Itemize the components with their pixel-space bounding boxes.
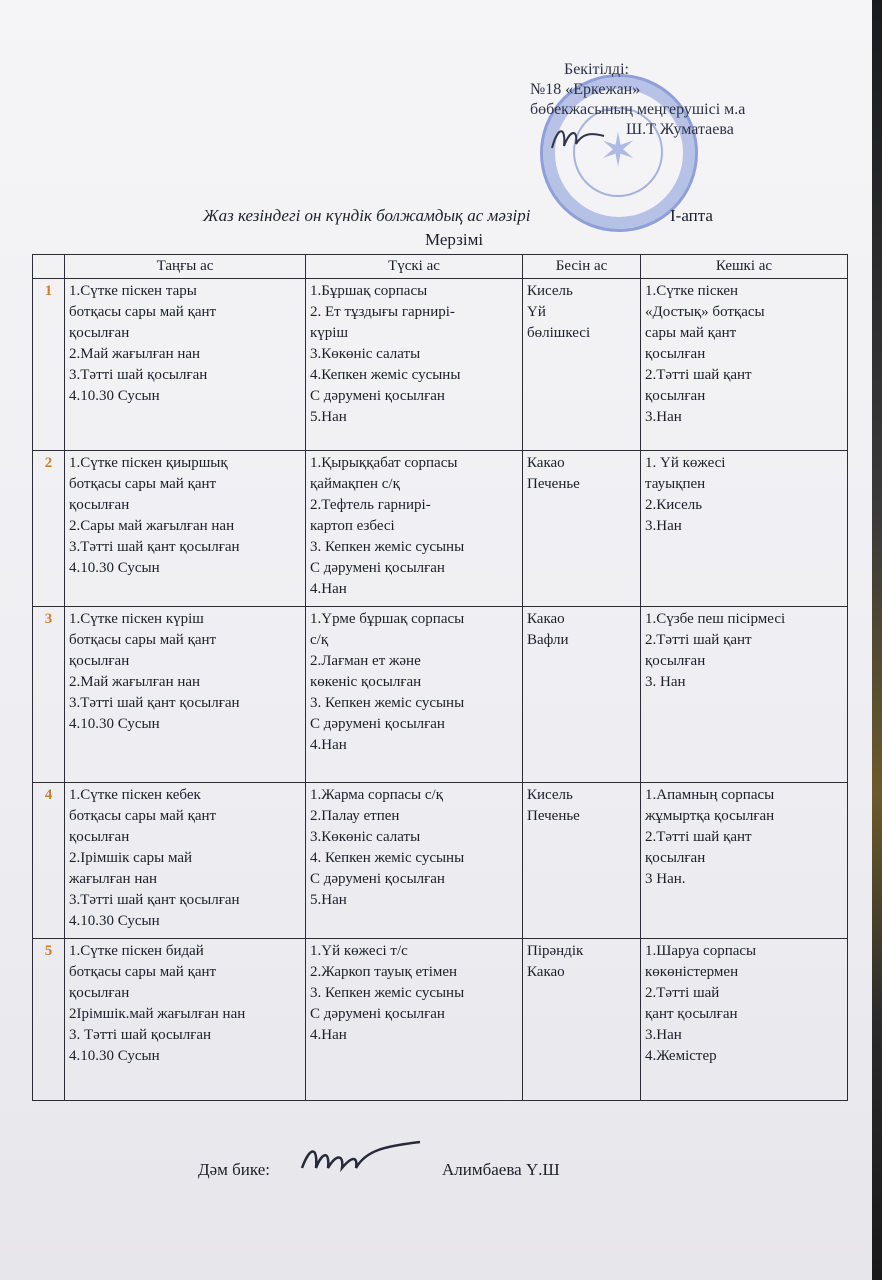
column-header: Бесін ас [523, 255, 641, 279]
dinner-line: қосылған [645, 850, 706, 866]
approval-line: №18 «Еркежан» [530, 81, 641, 98]
breakfast-cell [65, 451, 306, 607]
lunch-line: 1.Бұршақ сорпасы [310, 283, 428, 299]
cook-label: Дәм бике: [198, 1160, 271, 1179]
breakfast-cell [65, 783, 306, 939]
lunch-cell [306, 607, 523, 783]
snack-line: Какао [527, 964, 565, 980]
breakfast-line: жағылған нан [69, 871, 158, 887]
column-header [33, 255, 65, 279]
lunch-line: 4.Кепкен жеміс сусыны [310, 367, 461, 383]
lunch-line: 2.Жаркоп тауық етімен [310, 964, 458, 980]
lunch-line: 3.Көкөніс салаты [310, 829, 421, 845]
lunch-line: 2. Ет тұздығы гарнирі- [310, 304, 455, 320]
day-number: 3 [33, 607, 65, 783]
lunch-line: күріш [310, 325, 349, 341]
dinner-line: 2.Тәтті шай қант [645, 367, 752, 383]
breakfast-line: қосылған [69, 653, 130, 669]
approval-line: Ш.Т Жуматаева [626, 121, 734, 138]
breakfast-line: ботқасы сары май қант [69, 632, 217, 648]
dinner-line: 2.Кисель [645, 497, 703, 513]
dinner-line: көкөністермен [645, 964, 739, 980]
breakfast-line: 1.Сүтке піскен тары [69, 283, 197, 299]
week-label: І-апта [670, 206, 713, 225]
table-header-row [33, 255, 848, 279]
snack-line: Вафли [527, 632, 569, 648]
dinner-line: сары май қант [645, 325, 737, 341]
snack-line: Какао [527, 455, 565, 471]
approval-block [530, 60, 745, 140]
snack-line: Печенье [527, 808, 580, 824]
lunch-line: С дәрумені қосылған [310, 1006, 445, 1022]
dinner-cell [641, 451, 848, 607]
lunch-line: 3. Кепкен жеміс сусыны [310, 695, 465, 711]
lunch-line: С дәрумені қосылған [310, 871, 445, 887]
dinner-cell [641, 607, 848, 783]
dinner-line: 2.Тәтті шай қант [645, 632, 752, 648]
dinner-line: 1.Апамның сорпасы [645, 787, 775, 803]
snack-line: Кисель [527, 787, 573, 803]
column-header: Таңғы ас [65, 255, 306, 279]
dinner-line: 1.Сүтке піскен [645, 283, 739, 299]
lunch-line: С дәрумені қосылған [310, 560, 445, 576]
dinner-line: 1.Сүзбе пеш пісірмесі [645, 611, 786, 627]
lunch-line: 4. Кепкен жеміс сусыны [310, 850, 465, 866]
snack-cell [523, 279, 641, 451]
breakfast-line: 3.Тәтті шай қант қосылған [69, 892, 240, 908]
lunch-line: 5.Нан [310, 892, 347, 908]
snack-cell [523, 607, 641, 783]
breakfast-line: 4.10.30 Сусын [69, 716, 160, 732]
breakfast-line: 2.Май жағылған нан [69, 674, 201, 690]
dinner-line: тауықпен [645, 476, 706, 492]
lunch-line: 1.Жарма сорпасы с/қ [310, 787, 443, 803]
breakfast-line: 4.10.30 Сусын [69, 913, 160, 929]
table-row [33, 451, 848, 607]
lunch-line: 4.Нан [310, 581, 347, 597]
dinner-line: жұмыртқа қосылған [645, 808, 775, 824]
lunch-line: 1.Үрме бұршақ сорпасы [310, 611, 465, 627]
breakfast-line: ботқасы сары май қант [69, 476, 217, 492]
table-row [33, 783, 848, 939]
snack-line: Какао [527, 611, 565, 627]
breakfast-line: 1.Сүтке піскен күріш [69, 611, 204, 627]
snack-cell [523, 939, 641, 1101]
dinner-cell [641, 939, 848, 1101]
lunch-line: 2.Тефтель гарнирі- [310, 497, 431, 513]
dinner-line: 3.Нан [645, 409, 682, 425]
document-title: Жаз кезіндегі он күндік болжамдық ас мәзірі [203, 206, 531, 225]
breakfast-line: 2.Сары май жағылған нан [69, 518, 235, 534]
lunch-line: С дәрумені қосылған [310, 716, 445, 732]
column-header: Түскі ас [306, 255, 523, 279]
lunch-line: 4.Нан [310, 1027, 347, 1043]
lunch-line: 4.Нан [310, 737, 347, 753]
dinner-line: 3.Нан [645, 1027, 682, 1043]
lunch-line: 3. Кепкен жеміс сусыны [310, 985, 465, 1001]
table-row [33, 279, 848, 451]
lunch-cell [306, 939, 523, 1101]
dinner-line: қосылған [645, 653, 706, 669]
lunch-cell [306, 783, 523, 939]
day-number: 2 [33, 451, 65, 607]
breakfast-line: 2.Май жағылған нан [69, 346, 201, 362]
lunch-line: 3. Кепкен жеміс сусыны [310, 539, 465, 555]
breakfast-line: 3. Тәтті шай қосылған [69, 1027, 212, 1043]
cook-signature-icon [296, 1138, 426, 1184]
dinner-line: 1. Үй көжесі [645, 455, 726, 471]
dinner-line: 4.Жемістер [645, 1048, 717, 1064]
breakfast-line: 1.Сүтке піскен қиыршық [69, 455, 228, 471]
breakfast-line: қосылған [69, 325, 130, 341]
snack-line: Пірәндік [527, 943, 584, 959]
dinner-line: 3.Нан [645, 518, 682, 534]
dinner-cell [641, 279, 848, 451]
lunch-line: 1.Үй көжесі т/с [310, 943, 408, 959]
lunch-line: 1.Қырыққабат сорпасы [310, 455, 458, 471]
lunch-line: С дәрумені қосылған [310, 388, 445, 404]
breakfast-line: қосылған [69, 829, 130, 845]
dinner-line: 2.Тәтті шай қант [645, 829, 752, 845]
day-number: 5 [33, 939, 65, 1101]
lunch-cell [306, 279, 523, 451]
cook-name: Алимбаева Ү.Ш [442, 1160, 560, 1179]
lunch-line: 5.Нан [310, 409, 347, 425]
menu-table [32, 254, 848, 1101]
approval-line: Бекітілді: [564, 61, 629, 78]
dinner-cell [641, 783, 848, 939]
dinner-line: «Достық» ботқасы [645, 304, 765, 320]
breakfast-line: қосылған [69, 497, 130, 513]
term-label: Мерзімі [425, 230, 484, 249]
dinner-line: 2.Тәтті шай [645, 985, 720, 1001]
lunch-line: 3.Көкөніс салаты [310, 346, 421, 362]
lunch-cell [306, 451, 523, 607]
lunch-line: с/қ [310, 632, 329, 648]
table-row [33, 939, 848, 1101]
dinner-line: 1.Шаруа сорпасы [645, 943, 757, 959]
lunch-line: 2.Лағман ет және [310, 653, 421, 669]
breakfast-line: 3.Тәтті шай қосылған [69, 367, 208, 383]
dinner-line: қант қосылған [645, 1006, 738, 1022]
snack-cell [523, 783, 641, 939]
breakfast-line: 4.10.30 Сусын [69, 560, 160, 576]
snack-line: Үй [527, 304, 546, 320]
snack-line: Кисель [527, 283, 573, 299]
table-body [33, 279, 848, 1101]
breakfast-line: ботқасы сары май қант [69, 304, 217, 320]
table-row [33, 607, 848, 783]
day-number: 1 [33, 279, 65, 451]
breakfast-line: 2.Ірімшік сары май [69, 850, 193, 866]
breakfast-line: 2Ірімшік.май жағылған нан [69, 1006, 246, 1022]
snack-cell [523, 451, 641, 607]
dinner-line: 3 Нан. [645, 871, 686, 887]
dinner-line: қосылған [645, 346, 706, 362]
snack-line: Печенье [527, 476, 580, 492]
lunch-line: көкеніс қосылған [310, 674, 422, 690]
breakfast-line: 3.Тәтті шай қант қосылған [69, 539, 240, 555]
breakfast-cell [65, 607, 306, 783]
breakfast-line: 1.Сүтке піскен кебек [69, 787, 201, 803]
column-header: Кешкі ас [641, 255, 848, 279]
lunch-line: 2.Палау етпен [310, 808, 400, 824]
breakfast-line: ботқасы сары май қант [69, 808, 217, 824]
official-seal-icon: ✶ [540, 74, 698, 232]
breakfast-cell [65, 279, 306, 451]
breakfast-line: қосылған [69, 985, 130, 1001]
breakfast-line: ботқасы сары май қант [69, 964, 217, 980]
breakfast-line: 1.Сүтке піскен бидай [69, 943, 204, 959]
snack-line: бөлішкесі [527, 325, 591, 341]
breakfast-cell [65, 939, 306, 1101]
dinner-line: қосылған [645, 388, 706, 404]
lunch-line: қаймақпен с/қ [310, 476, 400, 492]
approval-line: бөбекжасының меңгерушісі м.а [530, 101, 746, 118]
breakfast-line: 4.10.30 Сусын [69, 388, 160, 404]
breakfast-line: 3.Тәтті шай қант қосылған [69, 695, 240, 711]
day-number: 4 [33, 783, 65, 939]
lunch-line: картоп езбесі [310, 518, 395, 534]
breakfast-line: 4.10.30 Сусын [69, 1048, 160, 1064]
dinner-line: 3. Нан [645, 674, 686, 690]
